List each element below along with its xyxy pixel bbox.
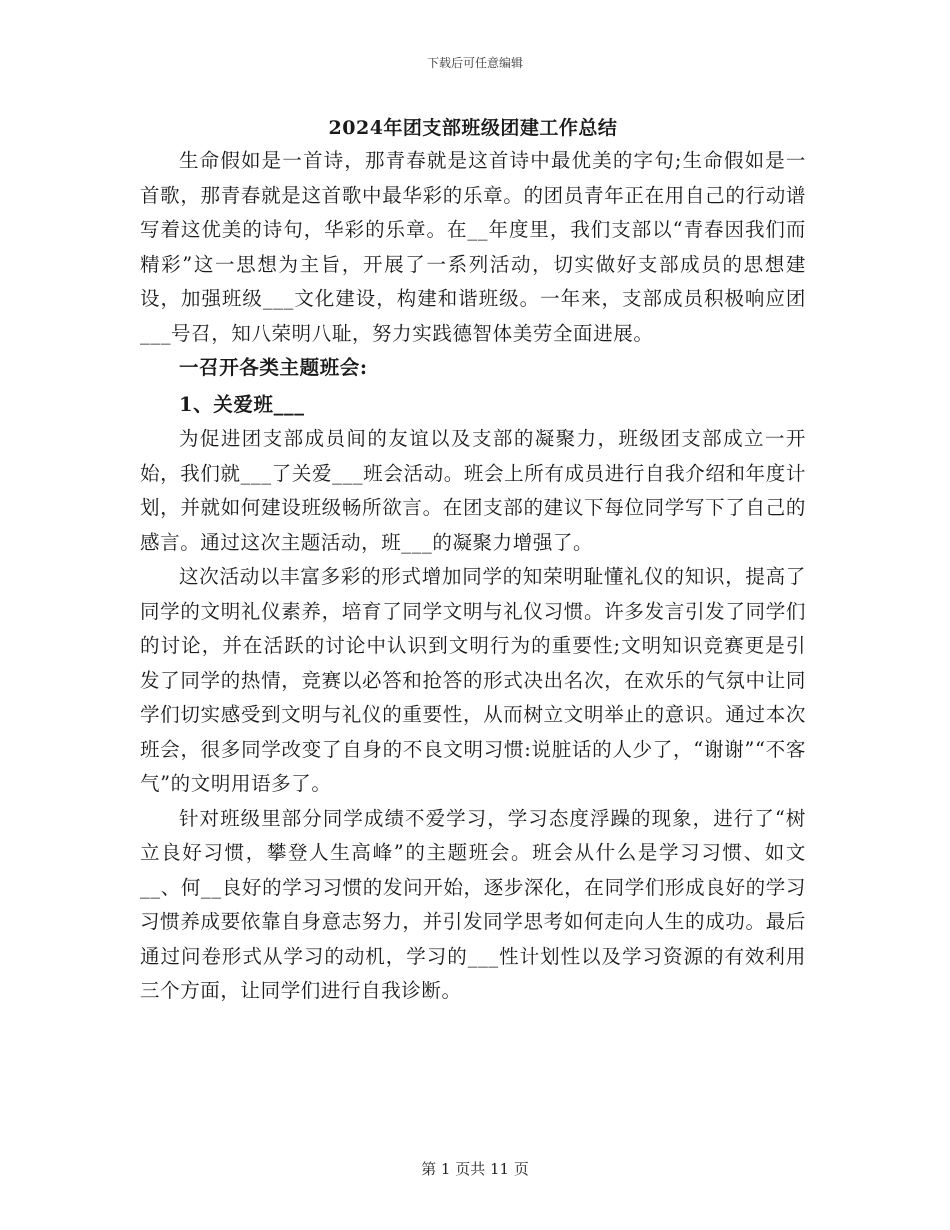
subsection-heading: 1、关爱班___ — [179, 392, 305, 416]
paragraph-study-habits: 针对班级里部分同学成绩不爱学习，学习态度浮躁的现象，进行了“树立良好习惯，攀登人生高峰”的主题班会。班会从什么是学习习惯、如文__、何__良好的学习习惯的发问开始，逐步深化，在同学们形成良好的学习习惯养成要依靠自身意志努力，并引发同学思考如何走向人生的成功。最后通过问卷形式从学习的动机，学习的___性计划性以及学习资源的有效利用三个方面，让同学们进行自我诊断。 — [140, 806, 806, 1002]
paragraph-etiquette: 这次活动以丰富多彩的形式增加同学的知荣明耻懂礼仪的知识，提高了同学的文明礼仪素养，培育了同学文明与礼仪习惯。许多发言引发了同学们的讨论，并在活跃的讨论中认识到文明行为的重要性;文明知识竞赛更是引发了同学的热情，竞赛以必答和抢答的形式决出名次，在欢乐的气氛中让同学们切实感受到文明与礼仪的重要性，从而树立文明举止的意识。通过本次班会，很多同学改变了自身的不良文明习惯:说脏话的人少了，“谢谢”“不客气”的文明用语多了。 — [140, 565, 806, 795]
header-note: 下载后可任意编辑 — [426, 56, 523, 70]
paragraph-care-class: 为促进团支部成员间的友谊以及支部的凝聚力，班级团支部成立一开始，我们就___了关爱___班会活动。班会上所有成员进行自我介绍和年度计划，并就如何建设班级畅所欲言。在团支部的建议下每位同学写下了自己的感言。通过这次主题活动，班___的凝聚力增强了。 — [140, 427, 806, 554]
page-number: 第 1 页共 11 页 — [421, 1160, 529, 1178]
document-body — [140, 112, 806, 1009]
paragraph-intro: 生命假如是一首诗，那青春就是这首诗中最优美的字句;生命假如是一首歌，那青春就是这首歌中最华彩的乐章。的团员青年正在用自己的行动谱写着这优美的诗句，华彩的乐章。在__年度里，我们支部以“青春因我们而精彩”这一思想为主旨，开展了一系列活动，切实做好支部成员的思想建设，加强班级___文化建设，构建和谐班级。一年来，支部成员积极响应团___号召，知八荣明八耻，努力实践德智体美劳全面进展。 — [140, 149, 806, 345]
section-heading: 一召开各类主题班会: — [179, 356, 368, 379]
document-title: 2024年团支部班级团建工作总结 — [328, 117, 618, 139]
